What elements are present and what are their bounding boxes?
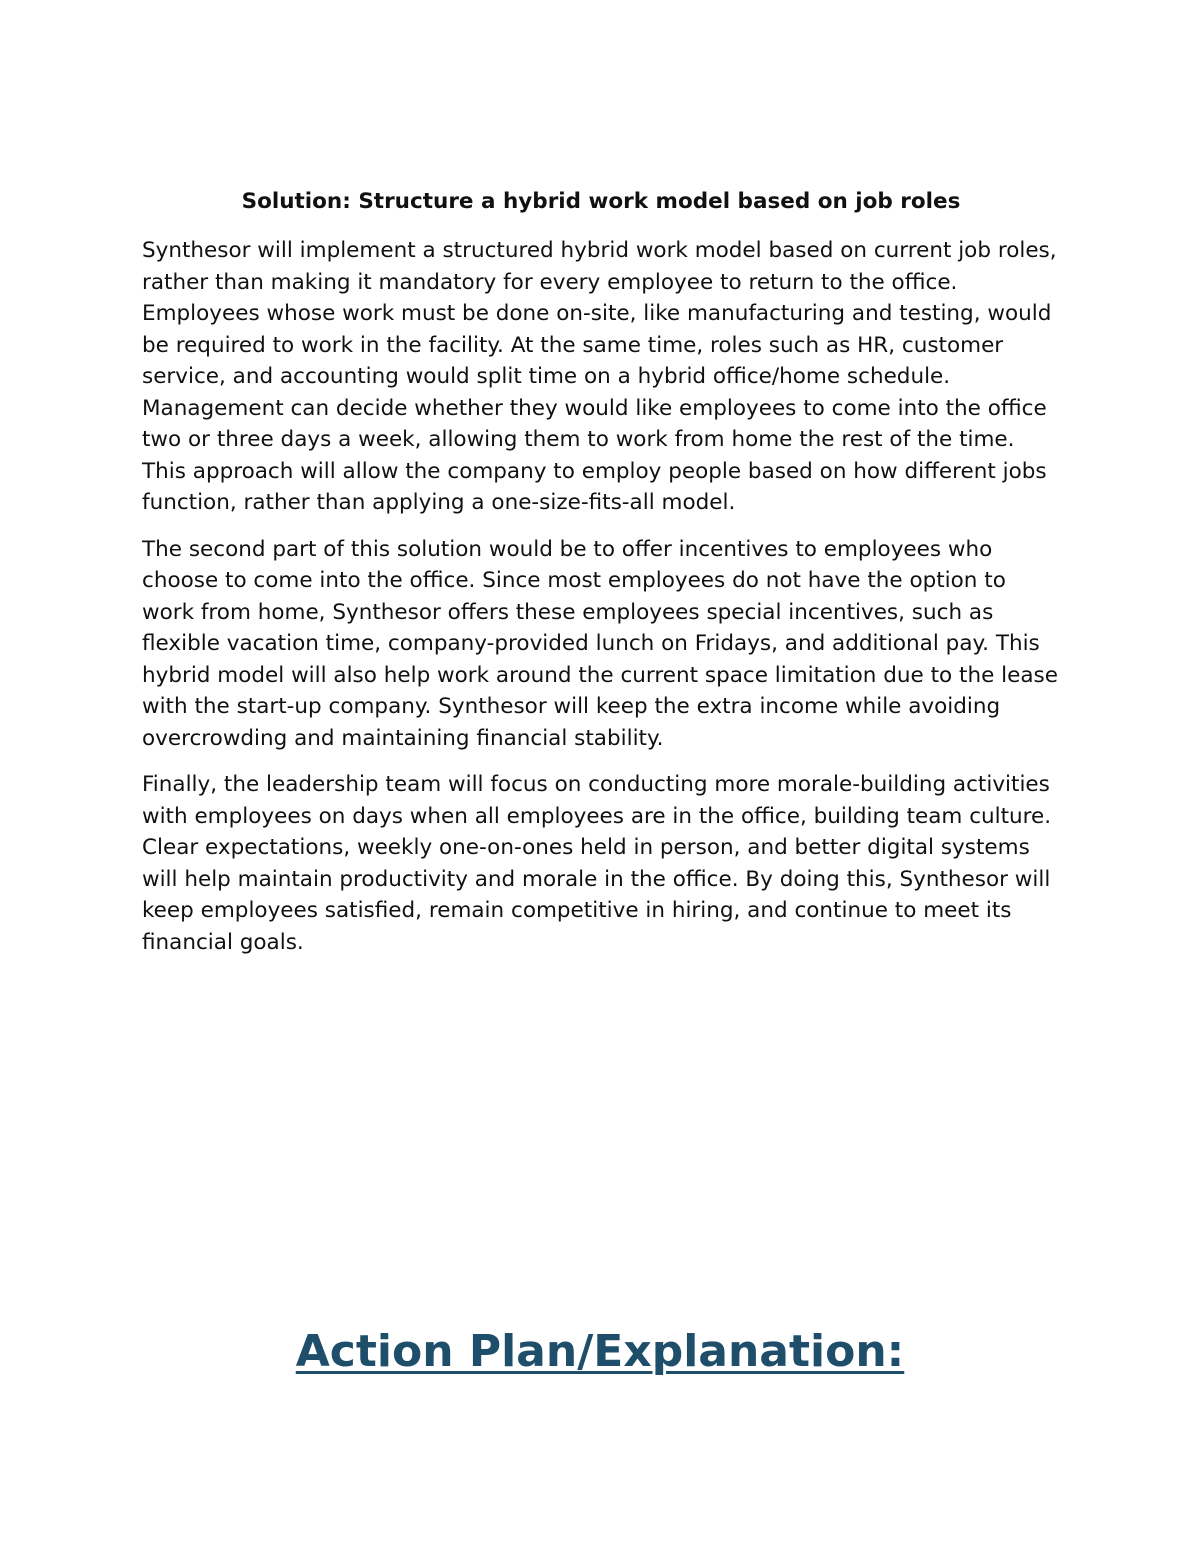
section-heading: Solution: Structure a hybrid work model based on job roles — [241, 189, 961, 214]
paragraph-1: Synthesor will implement a structured hybrid work model based on current job roles, rather than making it mandatory for every employee to return to the office. Employees whose work must be done on-site, like manufacturing and testing, would be required to work in the facility. At the same time, roles such as HR, customer service, and accounting would split time on a hybrid office/home schedule. Management can decide whether they would like employees to come into the office two or three days a week, allowing them to work from home the rest of the time. This approach will allow the company to employ people based on how different jobs function, rather than applying a one-size-fits-all model. — [142, 238, 1057, 515]
action-plan-heading: Action Plan/Explanation: — [295, 1326, 905, 1377]
document-body — [142, 186, 1060, 973]
paragraph-3: Finally, the leadership team will focus on conducting more morale-building activities with employees on days when all employees are in the office, building team culture. Clear expectations, weekly one-on-ones held in person, and better digital systems will help maintain productivity and morale in the office. By doing this, Synthesor will keep employees satisfied, remain competitive in hiring, and continue to meet its financial goals. — [142, 772, 1052, 955]
paragraph-2: The second part of this solution would be to offer incentives to employees who choose to come into the office. Since most employees do not have the option to work from home, Synthesor offers these employees special incentives, such as flexible vacation time, company-provided lunch on Fridays, and additional pay. This hybrid model will also help work around the current space limitation due to the lease with the start-up company. Synthesor will keep the extra income while avoiding overcrowding and maintaining financial stability. — [142, 536, 1058, 751]
